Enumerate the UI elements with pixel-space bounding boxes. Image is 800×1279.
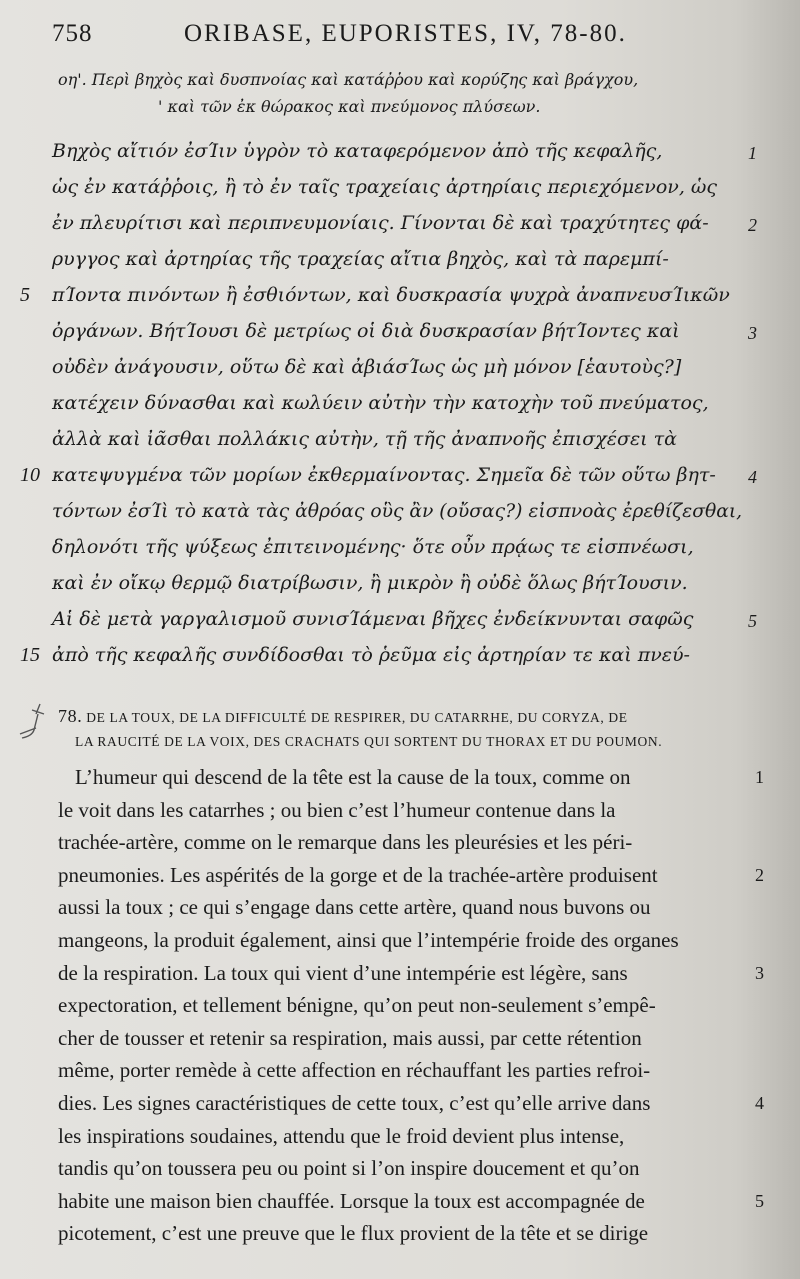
- greek-line-text: οὐδὲν ἀνάγουσιν, οὕτω δὲ καὶ ἀβιάσΊως ὡς μὴ μόνον [ἑαυτοὺς?]: [52, 356, 682, 378]
- french-line-text: picotement, c’est une preuve que le flux provient de la tête et se dirige: [58, 1221, 649, 1246]
- greek-line-text: κατέχειν δύνασθαι καὶ κωλύειν αὐτὴν τὴν κατοχὴν τοῦ πνεύματος,: [52, 392, 709, 414]
- line-number: 15: [20, 644, 40, 666]
- section-number: 2: [748, 215, 757, 235]
- greek-line-text: πΊοντα πινόντων ἢ ἐσθιόντων, καὶ δυσκρασία ψυχρὰ ἀναπνευσΊικῶν: [52, 284, 730, 306]
- section-number: 3: [748, 323, 757, 343]
- greek-line-text: ὡς ἐν κατάῤῥοις, ἢ τὸ ἐν ταῖς τραχείαις ἀρτηρίαις περιεχόμενον, ὡς: [52, 176, 718, 198]
- greek-line-text: κατεψυγμένα τῶν μορίων ἐκθερμαίνοντας. Σημεῖα δὲ τῶν οὕτω βητ-: [52, 464, 716, 486]
- page-number: 758: [52, 20, 93, 47]
- handwritten-margin-mark: [14, 700, 54, 744]
- section-number: 5: [755, 1190, 764, 1211]
- french-line-text: les inspirations soudaines, attendu que le froid devient plus intense,: [58, 1123, 625, 1148]
- page-header: [52, 20, 652, 52]
- french-line-text: tandis qu’on toussera peu ou point si l’on inspire doucement et qu’on: [58, 1156, 640, 1181]
- section-number: 3: [755, 962, 764, 983]
- section-number: 2: [755, 864, 764, 885]
- french-line-text: habite une maison bien chauffée. Lorsque la toux est accompagnée de: [58, 1188, 645, 1213]
- greek-line-text: Βηχὸς αἴτιόν ἐσΊιν ὑγρὸν τὸ καταφερόμενον ἀπὸ τῆς κεφαλῆς,: [52, 140, 663, 162]
- french-line-text: trachée-artère, comme on le remarque dans les pleurésies et les péri-: [58, 830, 633, 855]
- section-number: 1: [755, 767, 764, 787]
- greek-line-text: ἀπὸ τῆς κεφαλῆς συνδίδοσθαι τὸ ῥεῦμα εἰς ἀρτηρίαν τε καὶ πνεύ-: [52, 644, 690, 666]
- line-number: 10: [20, 464, 40, 486]
- section-number: 1: [748, 143, 757, 163]
- greek-line-text: ρυγγος καὶ ἀρτηρίας τῆς τραχείας αἴτια βηχὸς, καὶ τὰ παρεμπί-: [52, 248, 669, 270]
- greek-line-text: ἀλλὰ καὶ ἰᾶσθαι πολλάκις αὐτὴν, τῇ τῆς ἀναπνοῆς ἐπισχέσει τὰ: [52, 428, 677, 450]
- line-number: 5: [20, 284, 30, 306]
- section-number: 4: [748, 467, 757, 487]
- french-line-text: L’humeur qui descend de la tête est la cause de la toux, comme on: [75, 765, 631, 789]
- section-number: 5: [748, 611, 757, 631]
- french-line-text: mangeons, la produit également, ainsi que l’intempérie froide des organes: [58, 928, 679, 952]
- running-head: ORIBASE, EUPORISTES, IV, 78-80.: [184, 20, 627, 47]
- book-page: 758 ORIBASE, EUPORISTES, IV, 78-80. οη'. Περὶ βηχὸς καὶ δυσπνοίας καὶ κατάῤῥου καὶ κορύζης καὶ βράγχου, ' καὶ τῶν ἐκ θώρακος καὶ πνεύμονος πλύσεων. Βηχὸς αἴτιόν ἐσΊιν ὑγρὸν τὸ καταφερόμενον ἀπὸ τῆς κεφαλῆς, 1 ὡς ἐν κατάῤῥοις, ἢ τὸ ἐν ταῖς τραχείαις ἀρτηρίαις περιεχόμενον, ὡς ἐν πλευρίτισι καὶ περιπνευμονίαις. Γίνονται δὲ καὶ τραχύτητες φά- 2 ρυγγος καὶ ἀρτηρίας τῆς τραχείας αἴτια βηχὸς, καὶ τὰ παρεμπί- πΊοντα πινόντων ἢ ἐσθιόντων, καὶ δυσκρασία ψυχρὰ ἀναπνευσΊικῶν 5 ὀργάνων. ΒήτΊουσι δὲ μετρίως οἱ διὰ δυσκρασίαν βήτΊοντες καὶ 3 οὐδὲν ἀνάγουσιν, οὕτω δὲ καὶ ἀβιάσΊως ὡς μὴ μόνον [ἑαυτοὺς?] κατέχειν δύνασθαι καὶ κωλύειν αὐτὴν τὴν κατοχὴν τοῦ πνεύματος, ἀλλὰ καὶ ἰᾶσθαι πολλάκις αὐτὴν, τῇ τῆς ἀναπνοῆς ἐπισχέσει τὰ κατεψυγμένα τῶν μορίων ἐκθερμαίνοντας. Σημεῖα δὲ τῶν οὕτω βητ- 10 4 τόντων ἐσΊὶ τὸ κατὰ τὰς ἀθρόας οὓς ἂν (οὔσας?) εἰσπνοὰς ἐρεθίζεσθαι, δηλονότι τῆς ψύξεως ἐπιτεινομένης· ὅτε οὖν πρᾴως τε εἰσπνέωσι, καὶ ἐν οἴκῳ θερμῷ διατρίβωσιν, ἢ μικρὸν ἢ οὐδὲ ὅλως βήτΊουσιν. Αἱ δὲ μετὰ γαργαλισμοῦ συνισΊάμεναι βῆχες ἐνδείκνυνται σαφῶς 5 ἀπὸ τῆς κεφαλῆς συνδίδοσθαι τὸ ῥεῦμα εἰς ἀρτηρίαν τε καὶ πνεύ- 15 78. DE LA TOUX, DE LA DIFFICULTÉ DE RESPIRER, DU CATARRHE, DU CORYZA, DE LA RAUCITÉ DE LA VOIX, DES CRACHATS QUI SORTENT DU THORAX ET DU POUMON. L’humeur qui descend de la tête est la cause de la toux, comme on 1 le voit dans les catarrhes ; ou bien c’est l’humeur contenue dans la trachée-artère, comme on le remarque dans les pleurésies et les péri- pneumonies. Les aspérités de la gorge et de la trachée-artère produisent 2 aussi la toux ; ce qui s’engage dans cette artère, quand nous buvons ou mangeons, la produit également, ainsi que l’intempérie froide des organes de la respiration. La toux qui vient d’une intempérie est légère, sans 3 expectoration, et tellement bénigne, qu’on peut non-seulement s’empê- cher de tousser et retenir sa respiration, mais aussi, par cette rétention même, porter remède à cette affection en réchauffant les parties refroi- dies. Les signes caractéristiques de cette toux, c’est qu’elle arrive dans 4 les inspirations soudaines, attendu que le froid devient plus intense, tandis qu’on toussera peu ou point si l’on inspire doucement et qu’on habite une maison bien chauffée. Lorsque la toux est accompagnée de 5 picotement, c’est une preuve que le flux provient de la tête et se dirige: [0, 0, 800, 1279]
- french-line-text: le voit dans les catarrhes ; ou bien c’est l’humeur contenue dans la: [58, 797, 616, 822]
- french-line-text: de la respiration. La toux qui vient d’une intempérie est légère, sans: [58, 960, 628, 985]
- greek-line-text: δηλονότι τῆς ψύξεως ἐπιτεινομένης· ὅτε οὖν πρᾴως τε εἰσπνέωσι,: [52, 536, 694, 558]
- greek-line-text: καὶ ἐν οἴκῳ θερμῷ διατρίβωσιν, ἢ μικρὸν ἢ οὐδὲ ὅλως βήτΊουσιν.: [52, 572, 688, 594]
- french-line-text: aussi la toux ; ce qui s’engage dans cette artère, quand nous buvons ou: [58, 895, 651, 920]
- french-line-text: expectoration, et tellement bénigne, qu’on peut non-seulement s’empê-: [58, 993, 656, 1018]
- chapter-number: 78.: [58, 706, 83, 726]
- greek-line-text: Αἱ δὲ μετὰ γαργαλισμοῦ συνισΊάμεναι βῆχες ἐνδείκνυνται σαφῶς: [52, 608, 694, 630]
- french-line-text: pneumonies. Les aspérités de la gorge et de la trachée-artère produisent: [58, 862, 658, 887]
- french-line-text: cher de tousser et retenir sa respiration, mais aussi, par cette rétention: [58, 1025, 642, 1050]
- french-line-text: dies. Les signes caractéristiques de cette toux, c’est qu’elle arrive dans: [58, 1091, 651, 1115]
- greek-line-text: τόντων ἐσΊὶ τὸ κατὰ τὰς ἀθρόας οὓς ἂν (οὔσας?) εἰσπνοὰς ἐρεθίζεσθαι,: [52, 500, 743, 522]
- section-number: 4: [755, 1093, 764, 1113]
- greek-line-text: ὀργάνων. ΒήτΊουσι δὲ μετρίως οἱ διὰ δυσκρασίαν βήτΊοντες καὶ: [52, 320, 680, 342]
- french-line-text: même, porter remède à cette affection en réchauffant les parties refroi-: [58, 1058, 651, 1083]
- greek-line-text: ἐν πλευρίτισι καὶ περιπνευμονίαις. Γίνονται δὲ καὶ τραχύτητες φά-: [52, 212, 709, 234]
